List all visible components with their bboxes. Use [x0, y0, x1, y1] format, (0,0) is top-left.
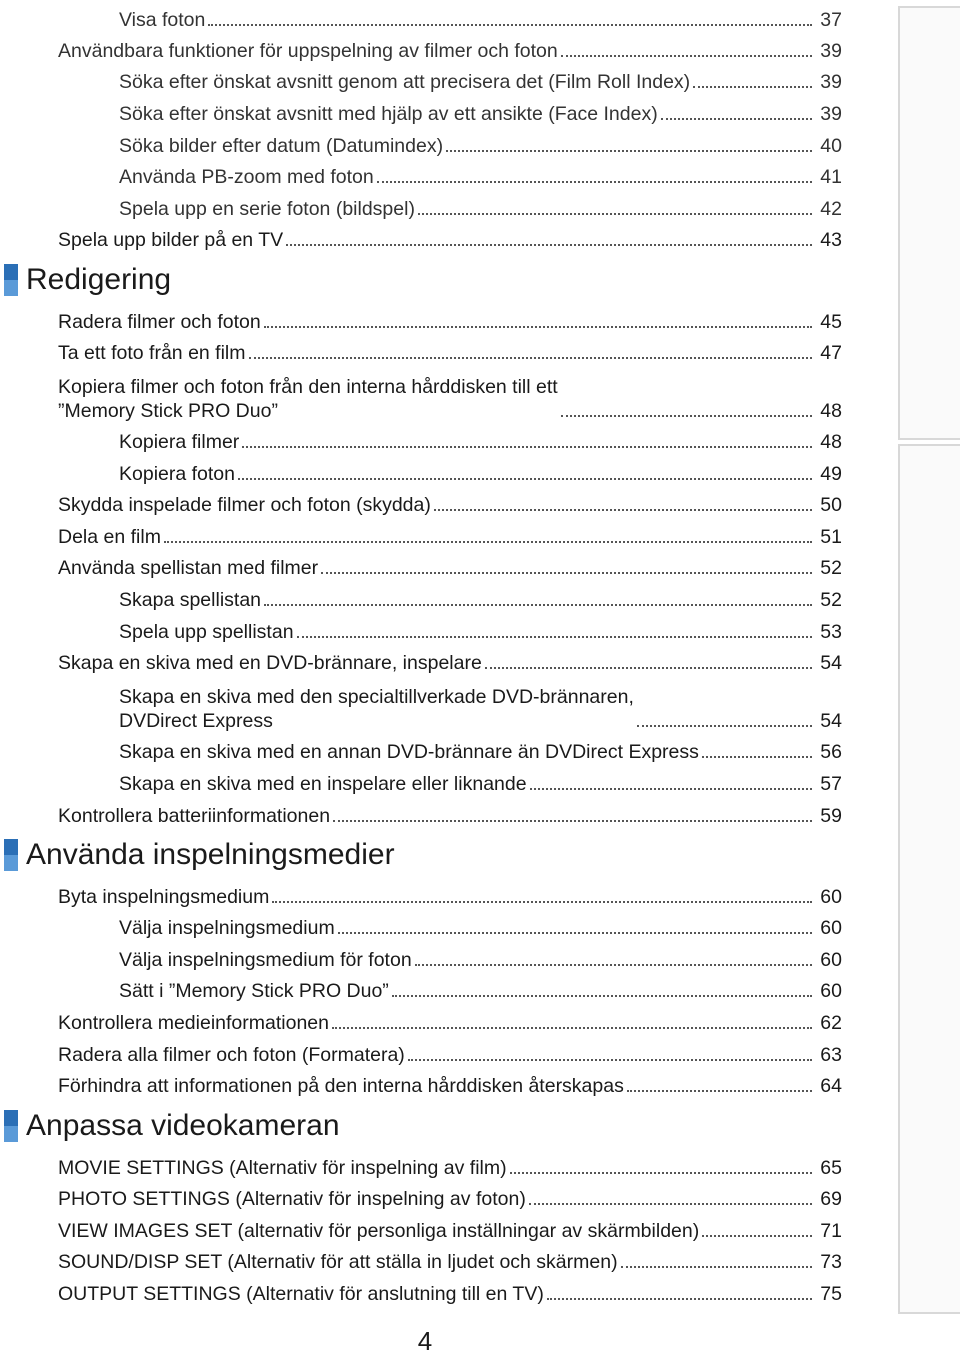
section-heading — [4, 1106, 340, 1146]
toc-entry-title: Spela upp en serie foton (bildspel) — [119, 198, 415, 220]
leader-dots — [415, 963, 812, 966]
leader-dots — [485, 666, 812, 669]
toc-entry-title: Spela upp bilder på en TV — [58, 229, 284, 251]
leader-dots — [561, 414, 812, 417]
toc-entry-title: Ta ett foto från en film — [58, 342, 246, 364]
leader-dots — [164, 540, 812, 543]
toc-entry[interactable] — [58, 1274, 842, 1306]
toc-entry-title: MOVIE SETTINGS (Alternativ för inspelning av film) — [58, 1157, 507, 1179]
toc-entry-title: Använda spellistan med filmer — [58, 557, 319, 579]
toc-entry[interactable] — [58, 548, 842, 580]
leader-dots — [561, 54, 812, 57]
leader-dots — [208, 23, 812, 26]
toc-entry-title: Användbara funktioner för uppspelning av filmer och foton — [58, 40, 558, 62]
toc-entry-page: 69 — [820, 1188, 842, 1210]
toc-entry-page: 63 — [820, 1044, 842, 1066]
leader-dots — [286, 243, 812, 246]
toc-entry-title: PHOTO SETTINGS (Alternativ för inspelning av foton) — [58, 1188, 526, 1210]
leader-dots — [661, 117, 812, 120]
toc-entry-title: Kopiera foton — [119, 463, 236, 485]
toc-entry-page: 39 — [820, 103, 842, 125]
toc-entry-page: 62 — [820, 1012, 842, 1034]
toc-entry[interactable] — [119, 940, 842, 972]
leader-dots — [547, 1297, 812, 1300]
toc-entry[interactable] — [58, 796, 842, 828]
toc-entry-title: Skapa en skiva med en DVD-brännare, inspelare — [58, 652, 482, 674]
section-heading — [4, 835, 395, 875]
toc-entry-title-line1: Skapa en skiva med den specialtillverkade DVD-brännaren, — [119, 686, 634, 708]
toc-entry-page: 50 — [820, 494, 842, 516]
toc-entry-title: SOUND/DISP SET (Alternativ för att ställa in ljudet och skärmen) — [58, 1251, 618, 1273]
leader-dots — [338, 931, 812, 934]
toc-entry-page: 71 — [820, 1220, 842, 1242]
toc-entry[interactable] — [119, 62, 842, 94]
toc-entry[interactable] — [119, 422, 842, 454]
toc-entry-page: 57 — [820, 773, 842, 795]
toc-entry[interactable] — [119, 94, 842, 126]
toc-entry-title: Välja inspelningsmedium — [119, 917, 335, 939]
section-heading-text: Anpassa videokameran — [26, 1109, 340, 1142]
toc-entry-title-line2: ”Memory Stick PRO Duo” — [58, 400, 278, 422]
toc-entry-title: Radera filmer och foton — [58, 311, 261, 333]
toc-entry-page: 39 — [820, 40, 842, 62]
toc-entry-page: 41 — [820, 166, 842, 188]
index-tab-top[interactable] — [898, 6, 960, 440]
toc-entry[interactable] — [119, 732, 842, 764]
toc-entry-title: Byta inspelningsmedium — [58, 886, 270, 908]
toc-entry-title: Söka efter önskat avsnitt med hjälp av ett ansikte (Face Index) — [119, 103, 658, 125]
toc-entry-title: Skapa en skiva med en annan DVD-brännare än DVDirect Express — [119, 741, 699, 763]
toc-entry-title: Kopiera filmer — [119, 431, 240, 453]
toc-entry[interactable] — [58, 365, 842, 423]
toc-entry[interactable] — [119, 675, 842, 733]
toc-entry[interactable] — [119, 908, 842, 940]
toc-entry-page: 42 — [820, 198, 842, 220]
toc-entry[interactable] — [119, 454, 842, 486]
leader-dots — [510, 1171, 812, 1174]
toc-entry-title: OUTPUT SETTINGS (Alternativ för anslutning till en TV) — [58, 1283, 544, 1305]
toc-entry[interactable] — [58, 485, 842, 517]
toc-entry[interactable] — [119, 157, 842, 189]
leader-dots — [529, 1202, 812, 1205]
leader-dots — [392, 994, 812, 997]
toc-entry-page: 40 — [820, 135, 842, 157]
toc-entry-title: Förhindra att informationen på den interna hårddisken återskapas — [58, 1075, 624, 1097]
toc-entry[interactable] — [58, 877, 842, 909]
section-marker-icon — [4, 839, 18, 871]
toc-entry[interactable] — [58, 1242, 842, 1274]
leader-dots — [238, 477, 812, 480]
toc-entry-title: VIEW IMAGES SET (alternativ för personliga inställningar av skärmbilden) — [58, 1220, 700, 1242]
toc-entry[interactable] — [58, 333, 842, 365]
toc-entry-page: 54 — [820, 710, 842, 732]
toc-entry-page: 51 — [820, 526, 842, 548]
toc-entry-page: 75 — [820, 1283, 842, 1305]
toc-entry-page: 59 — [820, 805, 842, 827]
toc-entry[interactable] — [119, 189, 842, 221]
toc-entry-page: 60 — [820, 980, 842, 1002]
toc-entry[interactable] — [58, 1066, 842, 1098]
section-marker-icon — [4, 1110, 18, 1142]
toc-entry-page: 56 — [820, 741, 842, 763]
page-number: 4 — [417, 1326, 433, 1356]
leader-dots — [272, 900, 812, 903]
leader-dots — [530, 787, 812, 790]
toc-entry-title: Dela en film — [58, 526, 161, 548]
toc-entry-page: 49 — [820, 463, 842, 485]
toc-entry-page: 52 — [820, 589, 842, 611]
toc-entry[interactable] — [58, 1003, 842, 1035]
toc-entry[interactable] — [119, 612, 842, 644]
toc-entry-title: Skydda inspelade filmer och foton (skydda) — [58, 494, 431, 516]
toc-entry[interactable] — [58, 302, 842, 334]
toc-entry-page: 65 — [820, 1157, 842, 1179]
leader-dots — [434, 508, 812, 511]
toc-entry-title: Kontrollera medieinformationen — [58, 1012, 329, 1034]
toc-entry[interactable] — [58, 517, 842, 549]
section-heading-text: Redigering — [26, 263, 172, 296]
leader-dots — [264, 325, 812, 328]
toc-entry[interactable] — [58, 643, 842, 675]
toc-entry-page: 48 — [820, 400, 842, 422]
leader-dots — [418, 212, 812, 215]
toc-entry-page: 43 — [820, 229, 842, 251]
toc-entry[interactable] — [119, 580, 842, 612]
leader-dots — [249, 356, 812, 359]
toc-entry-title: Skapa spellistan — [119, 589, 262, 611]
toc-entry-title-multiline — [119, 685, 634, 733]
toc-entry-page: 73 — [820, 1251, 842, 1273]
toc-entry-title: Välja inspelningsmedium för foton — [119, 949, 412, 971]
leader-dots — [321, 571, 812, 574]
toc-entry-title: Radera alla filmer och foton (Formatera) — [58, 1044, 405, 1066]
leader-dots — [377, 180, 812, 183]
toc-entry[interactable] — [119, 0, 842, 32]
toc-entry-title-multiline — [58, 375, 558, 423]
toc-entry[interactable] — [58, 1035, 842, 1067]
toc-entry-title: Spela upp spellistan — [119, 621, 294, 643]
toc-entry-page: 48 — [820, 431, 842, 453]
toc-entry-title-line1: Kopiera filmer och foton från den interna hårddisken till ett — [58, 376, 558, 398]
leader-dots — [702, 755, 812, 758]
leader-dots — [702, 1234, 812, 1237]
toc-entry[interactable] — [58, 31, 842, 63]
leader-dots — [408, 1058, 812, 1061]
leader-dots — [621, 1265, 812, 1268]
toc-entry-page: 53 — [820, 621, 842, 643]
toc-entry-title: Kontrollera batteriinformationen — [58, 805, 331, 827]
leader-dots — [242, 445, 812, 448]
toc-entry-page: 52 — [820, 557, 842, 579]
toc-entry-page: 45 — [820, 311, 842, 333]
leader-dots — [637, 724, 812, 727]
toc-entry-page: 39 — [820, 71, 842, 93]
section-heading-text: Använda inspelningsmedier — [26, 838, 395, 871]
toc-entry[interactable] — [58, 1148, 842, 1180]
toc-entry-title: Sätt i ”Memory Stick PRO Duo” — [119, 980, 389, 1002]
toc-entry-page: 60 — [820, 917, 842, 939]
leader-dots — [332, 1026, 812, 1029]
leader-dots — [333, 819, 812, 822]
toc-entry[interactable] — [58, 1179, 842, 1211]
leader-dots — [627, 1089, 812, 1092]
toc-entry-title: Visa foton — [119, 9, 206, 31]
leader-dots — [446, 149, 812, 152]
toc-entry-title: Söka bilder efter datum (Datumindex) — [119, 135, 444, 157]
toc-entry-title: Skapa en skiva med en inspelare eller liknande — [119, 773, 527, 795]
section-heading — [4, 260, 171, 300]
toc-entry-title: Använda PB-zoom med foton — [119, 166, 374, 188]
section-marker-icon — [4, 264, 18, 296]
toc-entry[interactable] — [119, 971, 842, 1003]
toc-entry-page: 64 — [820, 1075, 842, 1097]
toc-entry[interactable] — [58, 220, 842, 252]
toc-entry-page: 54 — [820, 652, 842, 674]
toc-entry[interactable] — [119, 764, 842, 796]
toc-entry[interactable] — [58, 1211, 842, 1243]
toc-entry-page: 47 — [820, 342, 842, 364]
index-tab-bottom[interactable] — [898, 444, 960, 1314]
toc-entry-page: 60 — [820, 949, 842, 971]
toc-entry-title-line2: DVDirect Express — [119, 710, 273, 732]
toc-entry-title: Söka efter önskat avsnitt genom att precisera det (Film Roll Index) — [119, 71, 691, 93]
toc-entry[interactable] — [119, 126, 842, 158]
leader-dots — [264, 603, 812, 606]
toc-entry-page: 37 — [820, 9, 842, 31]
leader-dots — [297, 635, 812, 638]
toc-entry-page: 60 — [820, 886, 842, 908]
leader-dots — [693, 85, 812, 88]
